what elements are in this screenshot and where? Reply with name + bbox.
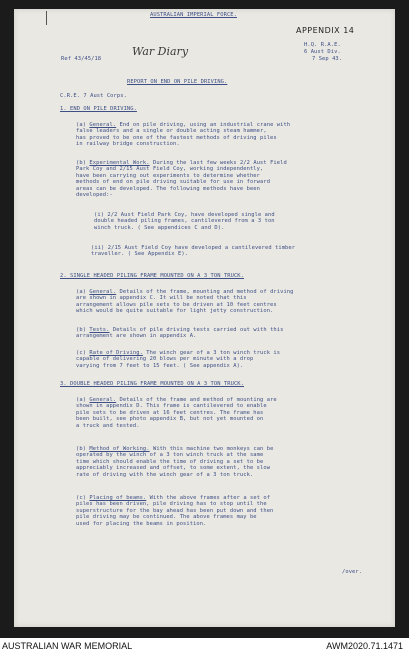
text-line: pile driving may be continued. The above frames may be: [76, 514, 257, 521]
text-line: 2/15 Aust Field Coy have developed a cantilevered timber: [107, 245, 296, 251]
text-line: time which should enable the time of driving a set to be: [76, 458, 264, 465]
item-title: Method of Working.: [89, 446, 150, 452]
margin-mark: [46, 11, 47, 25]
item-title: General.: [89, 397, 117, 403]
section-1b-ii: [91, 245, 381, 258]
handwritten-note: War Diary: [132, 45, 189, 58]
text-line: have been carrying out experiments to determine whether: [76, 172, 260, 179]
text-line: The winch gear of a 3 ton winch truck is: [146, 350, 281, 356]
section-2a: [76, 289, 376, 315]
item-title: Placing of beams.: [89, 495, 147, 501]
text-line: varying from 7 feet to 15 feet. ( See appendix A).: [76, 362, 244, 369]
text-line: With this machine two monkeys can be: [152, 446, 274, 452]
text-line: which would be quite suitable for light jetty construction.: [76, 308, 274, 315]
section-1b-i: [94, 212, 379, 231]
report-title: REPORT ON END ON PILE DRIVING.: [127, 79, 228, 85]
text-line: traveller. ( See Appendix E).: [91, 251, 189, 258]
section-3c: [76, 495, 376, 527]
item-label: (b): [76, 446, 87, 452]
text-line: has proved to be one of the fastest methods of driving piles: [76, 134, 277, 141]
text-line: superstructure for the bay ahead has been put down and then: [76, 507, 274, 514]
text-line: Details of pile driving tests carried out with this: [112, 327, 284, 333]
text-line: shown in appendix D. This frame is cantilevered to enable: [76, 403, 267, 410]
section-3a: [76, 397, 376, 429]
text-line: With the above frames after a set of: [149, 495, 271, 501]
section-heading: 3. DOUBLE HEADED PILING FRAME MOUNTED ON A 3 TON TRUCK.: [60, 381, 244, 387]
item-label: (ii): [91, 245, 105, 251]
text-line: Details of the frame, mounting and method of driving: [119, 289, 294, 295]
text-line: methods of end on pile driving suitable for use in forward: [76, 179, 271, 186]
item-title: Experimental Work.: [89, 160, 150, 166]
section-heading: 2. SINGLE HEADED PILING FRAME MOUNTED ON A 3 TON TRUCK.: [60, 273, 244, 279]
text-line: been built, see photo appendix B, but not yet mounted on: [76, 416, 264, 423]
text-line: a truck and tested.: [76, 422, 140, 429]
item-title: General.: [89, 122, 117, 128]
text-line: piles has been driven, pile driving has to stop until the: [76, 501, 267, 508]
item-label: (c): [76, 495, 87, 501]
text-line: capable of delivering 20 blows per minute with a drop: [76, 356, 254, 363]
text-line: Park Coy and 2/15 Aust Field Coy, working independently,: [76, 166, 264, 173]
item-label: (i): [94, 212, 105, 218]
text-line: are shown in appendix C. It will be noted that this: [76, 295, 247, 302]
text-line: double headed piling frames, cantilevered from a 3 ton: [94, 218, 275, 225]
text-line: rate of driving with the winch gear of a 3 ton truck.: [76, 471, 254, 478]
text-line: Details of the frame and method of mounting are: [119, 397, 277, 403]
over-note: /over.: [342, 569, 363, 575]
division-line: 6 Aust Div.: [304, 49, 341, 55]
date-line: 7 Sep 43.: [312, 56, 343, 62]
section-1b: [76, 160, 376, 198]
text-line: During the last few weeks 2/2 Aust Field: [152, 160, 287, 166]
text-line: operated by the winch of a 3 ton winch truck at the same: [76, 452, 264, 459]
text-line: arrangement allows pile sets to be driven at 10 feet centres: [76, 301, 277, 308]
text-line: false leaders and a single or double acting steam hammer,: [76, 128, 267, 135]
appendix-label: APPENDIX 14: [296, 26, 355, 35]
footer-accession: AWM2020.71.1471: [326, 641, 403, 651]
section-heading: 1. END ON PILE DRIVING.: [60, 106, 137, 112]
item-label: (a): [76, 289, 87, 295]
text-line: appreciably increased and offset, to some extent, the slow: [76, 465, 271, 472]
reference-number: Ref 43/45/18: [61, 56, 102, 62]
section-3b: [76, 446, 376, 478]
item-label: (b): [76, 160, 87, 166]
text-line: winch truck. ( See appendices C and D).: [94, 224, 225, 231]
section-2b: [76, 327, 376, 340]
addressee: C.R.E. 7 Aust Corps.: [60, 93, 127, 99]
text-line: in railway bridge construction.: [76, 141, 180, 148]
item-label: (a): [76, 397, 87, 403]
item-label: (c): [76, 350, 87, 356]
text-line: areas can be developed. The following methods have been: [76, 185, 260, 192]
item-title: Rate of Driving.: [89, 350, 143, 356]
item-title: General.: [89, 289, 117, 295]
text-line: developed:-: [76, 192, 113, 199]
text-line: End on pile driving, using an industrial crane with: [119, 122, 291, 128]
item-label: (a): [76, 122, 87, 128]
text-line: used for placing the beams in position.: [76, 520, 207, 527]
section-2c: [76, 350, 376, 369]
item-title: Tests.: [89, 327, 110, 333]
section-1a: [76, 122, 376, 148]
footer-bar: [0, 638, 409, 653]
text-line: 2/2 Aust Field Park Coy, have developed single and: [107, 212, 275, 218]
document-header-title: AUSTRALIAN IMPERIAL FORCE.: [150, 12, 237, 18]
item-label: (b): [76, 327, 87, 333]
hq-line: H.Q. R.A.E.: [304, 42, 341, 48]
document-page: [14, 9, 395, 627]
text-line: pile sets to be driven at 16 feet centres. The frame has: [76, 409, 264, 416]
text-line: arrangement are shown in appendix A.: [76, 333, 197, 340]
footer-source: AUSTRALIAN WAR MEMORIAL: [2, 641, 133, 651]
